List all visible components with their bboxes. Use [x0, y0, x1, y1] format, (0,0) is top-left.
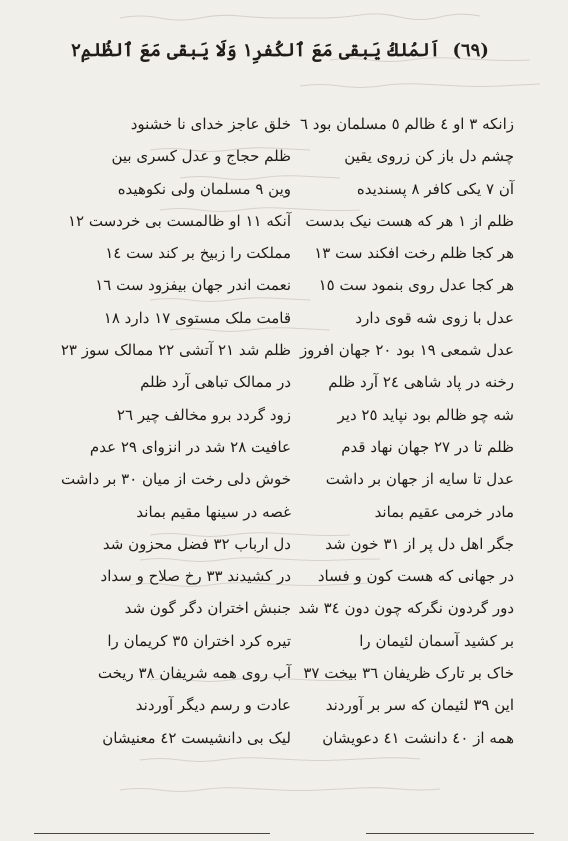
- verse-line: همه از ٤٠ دانشت ٤١ دعویشان: [322, 728, 514, 747]
- verse-line: جنبش اختران دگر گون شد: [124, 599, 291, 618]
- verse-line: شه چو ظالم بود نپاید ٢٥ دیر: [337, 405, 514, 424]
- verse-line: هر کجا ظلم رخت افکند ست ١٣: [314, 244, 514, 263]
- poem-column-right: [298, 108, 514, 754]
- verse-line: قامت ملک مستوی ١٧ دارد ١٨: [103, 308, 291, 327]
- page-header: [40, 38, 520, 64]
- verse-line: تیره کرد اختران ٣٥ کریمان را: [107, 631, 291, 650]
- verse-line: بر کشید آسمان لئیمان را: [359, 631, 514, 650]
- verse-line: در جهانی که هست کون و فساد: [317, 567, 514, 586]
- verse-line: آن ٧ یکی کافر ٨ پسندیده: [356, 179, 514, 198]
- header-title: اَلمُلكُ يَبقى مَعَ ٱلكُفرِ١ وَلَا يَبقى مَعَ ٱلظُلمِ٢: [71, 40, 441, 61]
- verse-line: نعمت اندر جهان بیفزود ست ١٦: [95, 276, 291, 295]
- page-number: (٦٩): [452, 40, 489, 61]
- verse-line: در کشیدند ٣٣ رخ صلاح و سداد: [100, 567, 291, 586]
- verse-line: عدل شمعی ١٩ بود ٢٠ جهان افروز: [299, 341, 514, 360]
- verse-line: ظلم حجاج و عدل کسری بین: [111, 147, 291, 166]
- poem-column-left: [60, 108, 291, 754]
- verse-line: دل ارباب ٣٢ فضل محزون شد: [102, 534, 291, 553]
- verse-line: در ممالک تباهی آرد ظلم: [140, 373, 291, 392]
- verse-line: مادر خرمی عقیم بماند: [374, 502, 514, 521]
- verse-line: عادت و رسم دیگر آوردند: [135, 696, 291, 715]
- verse-line: مملکت را زبیخ بر کند ست ١٤: [105, 244, 291, 263]
- verse-line: زانکه ٣ او ٤ ظالم ٥ مسلمان بود ٦: [299, 115, 514, 133]
- verse-line: خوش دلی رخت از میان ٣٠ بر داشت: [61, 470, 291, 489]
- verse-line: این ٣٩ لئیمان که سر بر آوردند: [325, 696, 514, 715]
- verse-line: عدل تا سایه از جهان بر داشت: [325, 470, 514, 489]
- verse-line: ظلم از ١ هر که هست نیک بدست: [305, 211, 514, 230]
- verse-line: عدل با زوی شه قوی دارد: [355, 308, 514, 327]
- verse-line: خلق عاجز خدای نا خشنود: [130, 115, 291, 133]
- verse-line: خاک بر تارک ظریفان ٣٦ بیخت ٣٧: [303, 664, 514, 683]
- verse-line: رخنه در پاد شاهی ٢٤ آرد ظلم: [328, 373, 514, 392]
- verse-line: جگر اهل دل پر از ٣١ خون شد: [325, 534, 514, 553]
- verse-line: عافیت ٢٨ شد در انزوای ٢٩ عدم: [89, 437, 291, 456]
- verse-line: زود گردد برو مخالف چیر ٢٦: [116, 405, 291, 424]
- verse-line: غصه در سینها مقیم بماند: [136, 502, 291, 521]
- verse-line: ظلم شد ٢١ آتشی ٢٢ ممالک سوز ٢٣: [60, 341, 291, 360]
- verse-line: ظلم تا در ٢٧ جهان نهاد قدم: [341, 437, 514, 456]
- verse-line: چشم دل باز کن زروی یقین: [344, 147, 514, 166]
- verse-line: وین ٩ مسلمان ولی نکوهیده: [117, 179, 291, 198]
- verse-line: هر کجا عدل روی بنمود ست ١٥: [318, 276, 514, 295]
- verse-line: آب روی همه شریفان ٣٨ ریخت: [97, 664, 291, 683]
- verse-line: دور گردون نگرکه چون دون ٣٤ شد: [298, 599, 514, 618]
- footnote-rule-left: [34, 833, 270, 834]
- verse-line: آنکه ١١ او ظالمست بی خردست ١٢: [67, 211, 291, 230]
- verse-line: لیک بی دانشیست ٤٢ معنیشان: [102, 728, 291, 747]
- footnote-rule-right: [366, 833, 534, 834]
